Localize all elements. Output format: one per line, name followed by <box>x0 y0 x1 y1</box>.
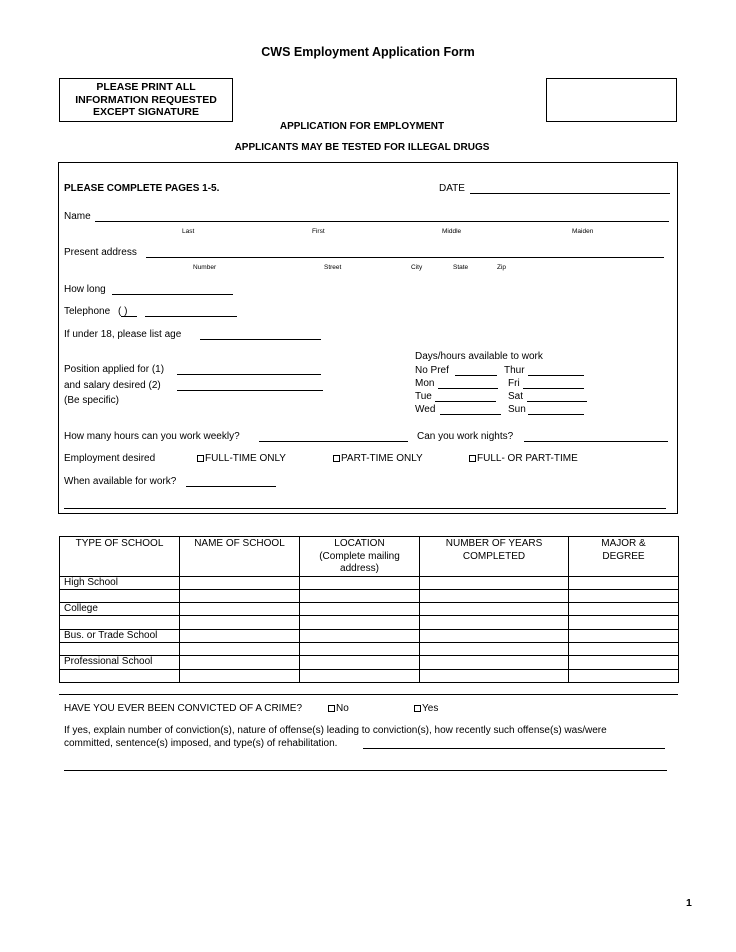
hours-weekly-field[interactable] <box>259 430 408 442</box>
notice-line: PLEASE PRINT ALL <box>96 81 196 93</box>
school-type-cell: Bus. or Trade School <box>60 629 180 642</box>
when-available-label: When available for work? <box>64 476 177 487</box>
area-code-underline <box>121 305 137 317</box>
employment-desired-label: Employment desired <box>64 453 156 464</box>
school-type-cell: College <box>60 603 180 616</box>
checkbox[interactable] <box>328 705 335 712</box>
table-row <box>60 616 679 629</box>
no-pref-field[interactable] <box>455 364 497 376</box>
option-label: PART-TIME ONLY <box>341 453 423 464</box>
table-cell[interactable] <box>300 669 420 682</box>
date-field[interactable] <box>470 182 670 194</box>
table-row <box>60 669 679 682</box>
complete-pages-note: PLEASE COMPLETE PAGES 1-5. <box>64 183 220 194</box>
table-cell[interactable] <box>569 576 679 589</box>
table-cell[interactable] <box>569 656 679 669</box>
table-cell[interactable] <box>300 576 420 589</box>
name-field[interactable] <box>95 210 669 222</box>
crime-explain-text: committed, sentence(s) imposed, and type(s) of rehabilitation. <box>64 738 338 749</box>
day-label: Fri <box>508 378 520 389</box>
column-header: TYPE OF SCHOOL <box>60 537 180 577</box>
table-cell[interactable] <box>300 589 420 602</box>
address-part-label: State <box>453 264 469 271</box>
table-cell[interactable] <box>569 669 679 682</box>
table-cell[interactable] <box>569 616 679 629</box>
date-label: DATE <box>439 183 465 194</box>
education-header-row <box>60 537 679 577</box>
crime-question: HAVE YOU EVER BEEN CONVICTED OF A CRIME? <box>64 703 303 714</box>
table-cell[interactable] <box>300 616 420 629</box>
nights-field[interactable] <box>524 430 668 442</box>
school-type-cell: High School <box>60 576 180 589</box>
part-time-option[interactable] <box>333 453 423 464</box>
day-label: Wed <box>415 404 436 415</box>
address-field[interactable] <box>146 246 664 258</box>
table-cell[interactable] <box>300 629 420 642</box>
day-label: Mon <box>415 378 435 389</box>
table-row <box>60 603 679 616</box>
telephone-label: Telephone <box>64 306 111 317</box>
under-18-label: If under 18, please list age <box>64 329 182 340</box>
address-part-label: City <box>411 264 423 271</box>
page-title: CWS Employment Application Form <box>261 45 475 59</box>
sun-field[interactable] <box>528 403 584 415</box>
wed-field[interactable] <box>440 403 501 415</box>
day-label: Thur <box>504 365 525 376</box>
school-type-cell <box>60 616 180 629</box>
when-available-field[interactable] <box>186 475 276 487</box>
thur-field[interactable] <box>528 364 584 376</box>
name-label: Name <box>64 211 91 222</box>
table-cell[interactable] <box>180 576 300 589</box>
school-type-cell: Professional School <box>60 656 180 669</box>
name-part-label: Middle <box>442 228 462 235</box>
checkbox[interactable] <box>469 455 476 462</box>
area-code-field[interactable]: ( ) <box>118 306 128 317</box>
name-part-label: Last <box>182 228 195 235</box>
table-cell[interactable] <box>180 616 300 629</box>
table-cell[interactable] <box>569 642 679 655</box>
table-row <box>60 629 679 642</box>
page-number: 1 <box>686 897 692 909</box>
education-table <box>59 536 679 683</box>
mon-field[interactable] <box>438 377 498 389</box>
table-cell[interactable] <box>420 589 569 602</box>
how-long-label: How long <box>64 284 106 295</box>
address-label: Present address <box>64 247 137 258</box>
column-header: NAME OF SCHOOL <box>180 537 300 577</box>
section-divider <box>59 694 678 695</box>
checkbox[interactable] <box>197 455 204 462</box>
crime-no-option[interactable] <box>328 703 349 714</box>
tue-field[interactable] <box>435 390 496 402</box>
table-cell[interactable] <box>180 642 300 655</box>
age-field[interactable] <box>200 328 321 340</box>
table-cell[interactable] <box>420 576 569 589</box>
column-header: NUMBER OF YEARS COMPLETED <box>420 537 569 577</box>
table-cell[interactable] <box>420 603 569 616</box>
drug-notice: APPLICANTS MAY BE TESTED FOR ILLEGAL DRUGS <box>234 142 490 153</box>
crime-explain-field[interactable] <box>363 737 665 749</box>
days-available-heading: Days/hours available to work <box>415 351 543 362</box>
how-long-field[interactable] <box>112 283 233 295</box>
be-specific-note: (Be specific) <box>64 395 120 406</box>
school-type-cell <box>60 669 180 682</box>
table-row <box>60 589 679 602</box>
option-label: FULL- OR PART-TIME <box>477 453 578 464</box>
day-label: Tue <box>415 391 432 402</box>
crime-explain-text: If yes, explain number of conviction(s), nature of offense(s) leading to conviction(s), how recently such offense(s) was/were <box>64 725 607 736</box>
table-row <box>60 576 679 589</box>
hours-weekly-label: How many hours can you work weekly? <box>64 431 240 442</box>
salary-label: and salary desired (2) <box>64 380 161 391</box>
address-part-label: Street <box>324 264 342 271</box>
table-cell[interactable] <box>420 656 569 669</box>
notice-line: EXCEPT SIGNATURE <box>93 106 199 118</box>
table-cell[interactable] <box>569 589 679 602</box>
table-cell[interactable] <box>180 589 300 602</box>
nights-label: Can you work nights? <box>417 431 514 442</box>
table-cell[interactable] <box>420 669 569 682</box>
table-cell[interactable] <box>300 642 420 655</box>
table-cell[interactable] <box>300 603 420 616</box>
option-label: No <box>336 703 349 714</box>
table-cell[interactable] <box>180 656 300 669</box>
position-field-1[interactable] <box>177 363 321 375</box>
sat-field[interactable] <box>527 390 587 402</box>
school-type-cell <box>60 589 180 602</box>
office-use-box <box>546 78 677 122</box>
crime-yes-option[interactable] <box>414 703 438 714</box>
table-cell[interactable] <box>180 603 300 616</box>
checkbox[interactable] <box>333 455 340 462</box>
name-part-label: First <box>312 228 325 235</box>
table-cell[interactable] <box>420 616 569 629</box>
fri-field[interactable] <box>523 377 584 389</box>
name-part-label: Maiden <box>572 228 594 235</box>
table-cell[interactable] <box>300 656 420 669</box>
day-label: Sun <box>508 404 526 415</box>
table-row <box>60 656 679 669</box>
telephone-field[interactable] <box>145 305 237 317</box>
print-notice-box <box>59 78 233 122</box>
crime-explain-extra-line[interactable] <box>64 759 667 771</box>
address-part-label: Number <box>193 264 217 271</box>
day-label: Sat <box>508 391 524 402</box>
table-cell[interactable] <box>569 629 679 642</box>
school-type-cell <box>60 642 180 655</box>
table-cell[interactable] <box>180 669 300 682</box>
option-label: Yes <box>422 703 439 714</box>
option-label: FULL-TIME ONLY <box>205 453 286 464</box>
table-cell[interactable] <box>569 603 679 616</box>
table-cell[interactable] <box>420 629 569 642</box>
address-part-label: Zip <box>497 264 507 271</box>
full-or-part-time-option[interactable] <box>469 453 578 464</box>
day-label: No Pref <box>415 365 449 376</box>
column-header: MAJOR & DEGREE <box>569 537 679 577</box>
table-cell[interactable] <box>420 642 569 655</box>
position-field-2[interactable] <box>177 379 323 391</box>
column-header: LOCATION (Complete mailing address) <box>300 537 420 577</box>
application-heading: APPLICATION FOR EMPLOYMENT <box>279 121 445 132</box>
notice-line: INFORMATION REQUESTED <box>75 93 217 106</box>
when-available-extra-line[interactable] <box>64 497 666 509</box>
checkbox[interactable] <box>414 705 421 712</box>
table-row <box>60 642 679 655</box>
table-cell[interactable] <box>180 629 300 642</box>
position-label: Position applied for (1) <box>64 364 165 375</box>
full-time-option[interactable] <box>197 453 286 464</box>
